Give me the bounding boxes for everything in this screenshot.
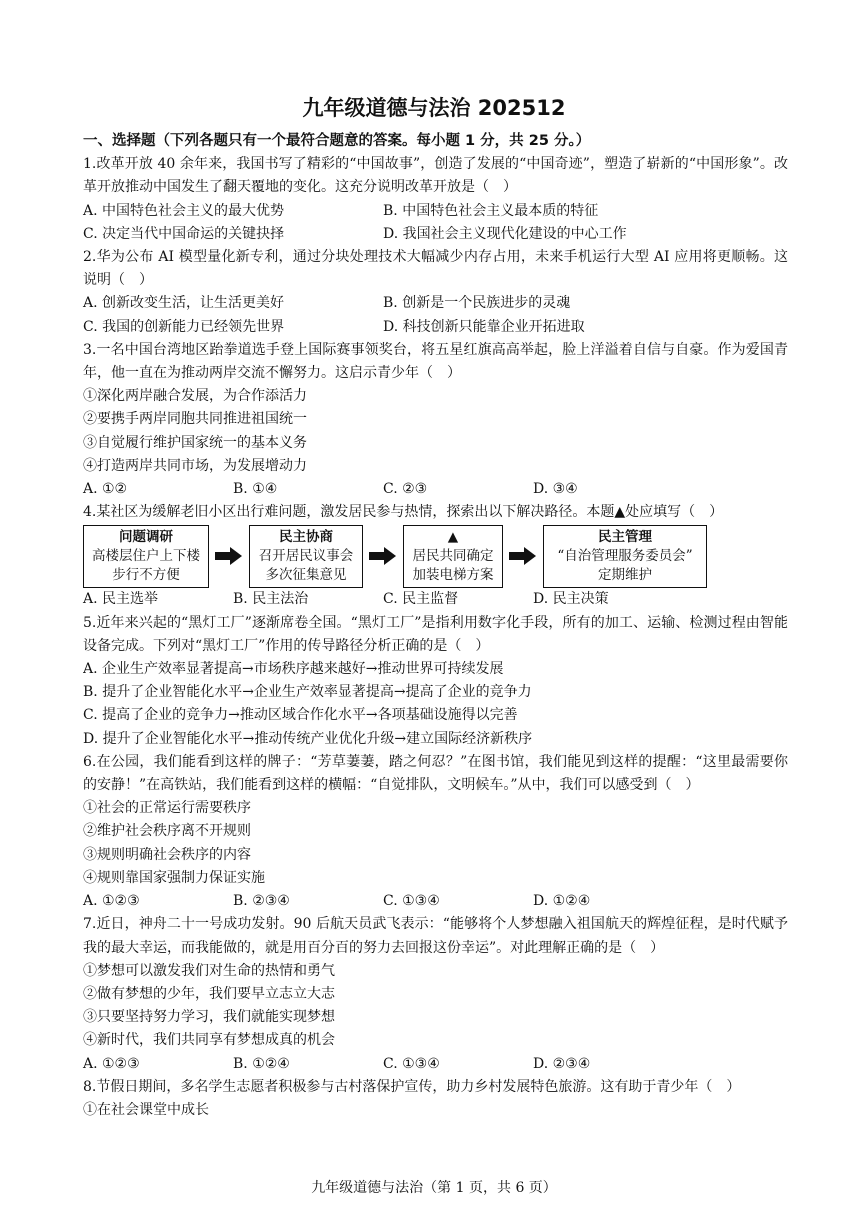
flow-box-blank bbox=[403, 525, 503, 588]
option-d: D. 民主决策 bbox=[533, 591, 609, 608]
option-c: C. 提高了企业的竞争力→推动区域合作化水平→各项基础设施得以完善 bbox=[83, 707, 518, 724]
question-3-stem: 3.一名中国台湾地区跆拳道选手登上国际赛事领奖台，将五星红旗高高举起，脸上洋溢着自信与自豪。作为爱国青年，他一直在为推动两岸交流不懈努力。这启示青少年（ ） bbox=[83, 341, 788, 382]
statement-3: ③规则明确社会秩序的内容 bbox=[83, 846, 251, 863]
option-a: A. 中国特色社会主义的最大优势 bbox=[83, 202, 285, 219]
flow-box-research bbox=[83, 525, 209, 588]
question-4-stem: 4.某社区为缓解老旧小区出行难问题，激发居民参与热情，探索出以下解决路径。本题▲处应填写（ ） bbox=[83, 504, 724, 521]
exam-content bbox=[83, 130, 788, 1122]
option-c: C. 我国的创新能力已经领先世界 bbox=[83, 318, 285, 335]
right-arrow-icon bbox=[369, 547, 397, 565]
flow-diagram bbox=[83, 528, 788, 584]
question-2-stem: 2.华为公布 AI 模型量化新专利，通过分块处理技术大幅减少内存占用，未来手机运行大型 AI 应用将更顺畅。这说明（ ） bbox=[83, 249, 788, 289]
flow-box-line: 多次征集意见 bbox=[265, 566, 347, 583]
option-b: B. 民主法治 bbox=[233, 591, 309, 608]
statement-3: ③自觉履行维护国家统一的基本义务 bbox=[83, 434, 307, 451]
page-title: 九年级道德与法治 202512 bbox=[302, 96, 566, 120]
option-b: B. ①②④ bbox=[233, 1055, 290, 1072]
right-arrow-icon bbox=[215, 547, 243, 565]
option-b: B. ①④ bbox=[233, 481, 278, 498]
statement-2: ②做有梦想的少年，我们要早立志立大志 bbox=[83, 985, 335, 1002]
option-c: C. ②③ bbox=[383, 481, 428, 498]
flow-box-line: 高楼层住户上下楼 bbox=[92, 547, 200, 564]
question-2-options bbox=[83, 292, 788, 315]
statement-1: ①社会的正常运行需要秩序 bbox=[83, 800, 251, 817]
flow-box-line: 步行不方便 bbox=[112, 566, 180, 583]
question-2-options-row2 bbox=[83, 316, 788, 339]
statement-2: ②维护社会秩序离不开规则 bbox=[83, 823, 251, 840]
flow-box-line: “自治管理服务委员会” bbox=[557, 547, 693, 564]
flow-box-line: 召开居民议事会 bbox=[258, 547, 354, 564]
option-c: C. 民主监督 bbox=[383, 591, 459, 608]
option-d: D. ①②④ bbox=[533, 893, 591, 910]
question-8-stem: 8.节假日期间，多名学生志愿者积极参与古村落保护宣传，助力乡村发展特色旅游。这有助于青少年（ ） bbox=[83, 1078, 741, 1095]
question-5-stem: 5.近年来兴起的“黑灯工厂”逐渐席卷全国。“黑灯工厂”是指利用数字化手段，所有的加工、运输、检测过程由智能设备完成。下列对“黑灯工厂”作用的传导路径分析正确的是（ ） bbox=[83, 614, 788, 654]
statement-4: ④新时代，我们共同享有梦想成真的机会 bbox=[83, 1032, 335, 1049]
statement-1: ①在社会课堂中成长 bbox=[83, 1101, 209, 1118]
question-6-stem: 6.在公园，我们能看到这样的牌子：“芳草萋萋，踏之何忍？”在图书馆，我们能见到这样的提醒：“这里最需要你的安静！”在高铁站，我们能看到这样的横幅：“自觉排队，文明候车。”从中，我们可以感受到（ ） bbox=[83, 753, 788, 794]
option-a: A. ①② bbox=[83, 481, 128, 498]
option-c: C. ①③④ bbox=[383, 893, 440, 910]
option-b: B. ②③④ bbox=[233, 893, 290, 910]
flow-box-management bbox=[543, 525, 707, 588]
flow-box-consultation bbox=[249, 525, 363, 588]
option-b: B. 创新是一个民族进步的灵魂 bbox=[383, 295, 571, 312]
statement-4: ④规则靠国家强制力保证实施 bbox=[83, 869, 265, 886]
question-1-options bbox=[83, 200, 788, 223]
question-4-options bbox=[83, 588, 788, 611]
page-footer: 九年级道德与法治（第 1 页，共 6 页） bbox=[311, 1180, 557, 1196]
statement-3: ③只要坚持努力学习，我们就能实现梦想 bbox=[83, 1009, 335, 1026]
statement-2: ②要携手两岸同胞共同推进祖国统一 bbox=[83, 411, 307, 428]
option-b: B. 提升了企业智能化水平→企业生产效率显著提高→提高了企业的竞争力 bbox=[83, 684, 532, 701]
flow-box-heading: 民主管理 bbox=[598, 528, 652, 545]
question-7-stem: 7.近日，神舟二十一号成功发射。90 后航天员武飞表示：“能够将个人梦想融入祖国航天的辉煌征程，是时代赋予我的最大幸运，而我能做的，就是用百分百的努力去回报这份幸运”。对此理解正确的是（ ） bbox=[83, 916, 788, 956]
option-a: A. 企业生产效率显著提高→市场秩序越来越好→推动世界可持续发展 bbox=[83, 661, 504, 678]
option-b: B. 中国特色社会主义最本质的特征 bbox=[383, 202, 599, 219]
flow-box-line: 加装电梯方案 bbox=[412, 566, 494, 583]
option-d: D. 提升了企业智能化水平→推动传统产业优化升级→建立国际经济新秩序 bbox=[83, 730, 533, 747]
flow-box-heading: ▲ bbox=[447, 528, 459, 545]
option-a: A. ①②③ bbox=[83, 893, 140, 910]
question-6-options bbox=[83, 890, 788, 913]
flow-box-line: 定期维护 bbox=[598, 566, 652, 583]
question-7-options bbox=[83, 1053, 788, 1076]
question-3-options bbox=[83, 478, 788, 501]
statement-1: ①梦想可以激发我们对生命的热情和勇气 bbox=[83, 962, 335, 979]
option-a: A. 创新改变生活，让生活更美好 bbox=[83, 295, 285, 312]
option-a: A. 民主选举 bbox=[83, 591, 159, 608]
option-d: D. 科技创新只能靠企业开拓进取 bbox=[383, 318, 585, 335]
flow-box-heading: 问题调研 bbox=[119, 528, 173, 545]
section-heading: 一、选择题（下列各题只有一个最符合题意的答案。每小题 1 分，共 25 分。） bbox=[83, 133, 591, 149]
option-c: C. ①③④ bbox=[383, 1055, 440, 1072]
question-1-options-row2 bbox=[83, 223, 788, 246]
question-1-stem: 1.改革开放 40 余年来，我国书写了精彩的“中国故事”，创造了发展的“中国奇迹”，塑造了崭新的“中国形象”。改革开放推动中国发生了翻天覆地的变化。这充分说明改革开放是（ ） bbox=[83, 156, 788, 196]
statement-1: ①深化两岸融合发展，为合作添活力 bbox=[83, 388, 307, 405]
option-a: A. ①②③ bbox=[83, 1055, 140, 1072]
right-arrow-icon bbox=[509, 547, 537, 565]
option-d: D. ③④ bbox=[533, 481, 578, 498]
statement-4: ④打造两岸共同市场，为发展增动力 bbox=[83, 457, 307, 474]
option-c: C. 决定当代中国命运的关键抉择 bbox=[83, 225, 285, 242]
flow-box-heading: 民主协商 bbox=[279, 528, 333, 545]
option-d: D. 我国社会主义现代化建设的中心工作 bbox=[383, 225, 627, 242]
option-d: D. ②③④ bbox=[533, 1055, 591, 1072]
flow-box-line: 居民共同确定 bbox=[412, 547, 494, 564]
